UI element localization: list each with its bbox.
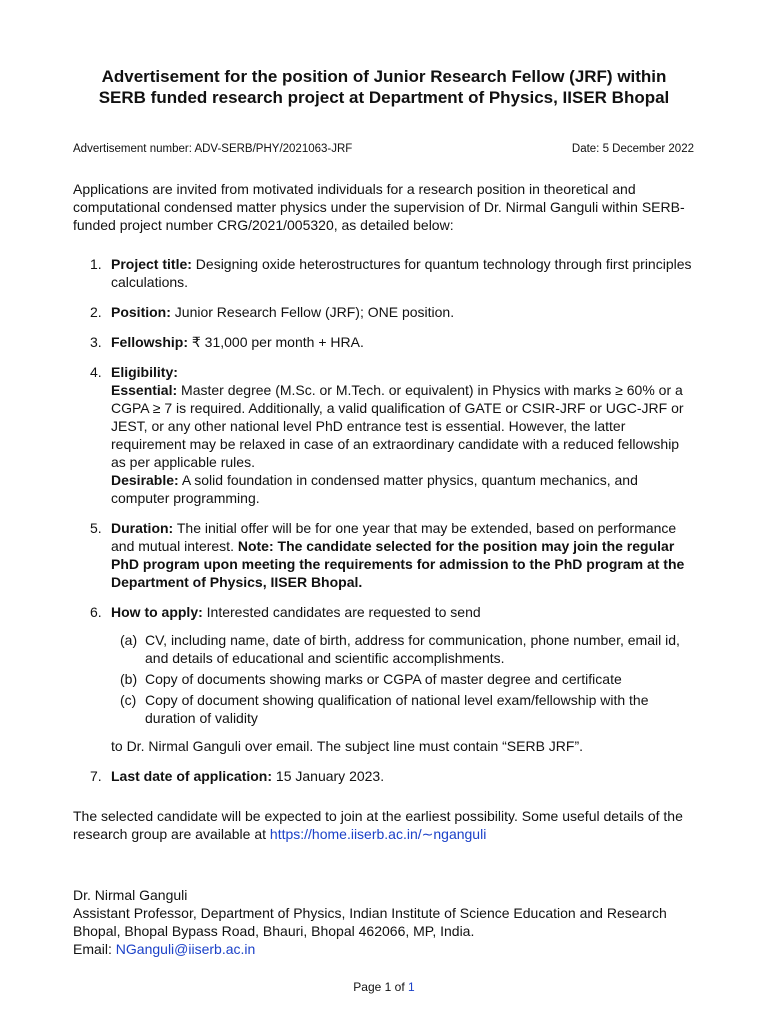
item-number: 7. [90, 768, 102, 784]
eligibility-desirable [111, 471, 695, 507]
list-item-fellowship [73, 333, 695, 351]
desirable-text: A solid foundation in condensed matter physics, quantum mechanics, and computer programming. [111, 472, 638, 506]
page-total-link[interactable]: 1 [408, 980, 415, 994]
signature-name: Dr. Nirmal Ganguli [73, 887, 188, 903]
item-number: 3. [90, 334, 102, 350]
list-item-last-date [73, 767, 695, 785]
item-label: How to apply: [111, 604, 203, 620]
item-label: Last date of application: [111, 768, 273, 784]
item-number: 4. [90, 364, 102, 380]
sub-item-label: (b) [120, 671, 138, 687]
advertisement-number: Advertisement number: ADV-SERB/PHY/2021063-JRF [73, 143, 353, 155]
item-text: 15 January 2023. [272, 768, 385, 784]
item-number: 5. [90, 520, 102, 536]
eligibility-essential [111, 381, 695, 471]
list-item-duration [73, 519, 695, 591]
sub-item-c [111, 691, 695, 727]
item-text: Junior Research Fellow (JRF); ONE position. [170, 304, 455, 320]
item-text: ₹ 31,000 per month + HRA. [188, 334, 364, 350]
sub-item-a [111, 631, 695, 667]
item-text: The initial offer will be for one year that may be extended, based on performance and mutual interest. [111, 520, 677, 554]
signature-block [73, 886, 695, 958]
page-title [60, 66, 708, 108]
duration-note: Note: The candidate selected for the position may join the regular PhD program upon meeting the requirements for admission to the PhD program at the Department of Physics, IISER Bhopal. [111, 538, 685, 590]
sub-item-text: Copy of documents showing marks or CGPA of master degree and certificate [145, 671, 622, 687]
title-line-2: SERB funded research project at Department of Physics, IISER Bhopal [98, 88, 670, 107]
item-label: Eligibility: [111, 364, 178, 380]
list-item-project-title [73, 255, 695, 291]
desirable-label: Desirable: [111, 472, 179, 488]
item-number: 6. [90, 604, 102, 620]
advertisement-meta [73, 142, 694, 157]
list-item-eligibility [73, 363, 695, 507]
sub-item-label: (c) [120, 692, 137, 708]
sub-item-label: (a) [120, 632, 138, 648]
essential-text: Master degree (M.Sc. or M.Tech. or equivalent) in Physics with marks ≥ 60% or a CGPA ≥ 7 is required. Additionally, a valid qualification of GATE or CSIR-JRF or UGC-JRF or JEST, or any other national level PhD entrance test is essential. However, the latter requirement may be relaxed in case of an extraordinary candidate with a reduced fellowship as per applicable rules. [111, 382, 684, 470]
title-line-1: Advertisement for the position of Junior Research Fellow (JRF) within [101, 67, 667, 86]
sub-item-text: Copy of document showing qualification of national level exam/fellowship with the duration of validity [145, 692, 649, 726]
list-item-how-to-apply [73, 603, 695, 755]
signature-email-line [73, 940, 695, 958]
item-number: 2. [90, 304, 102, 320]
closing-text: The selected candidate will be expected to join at the earliest possibility. Some useful details of the research group are available at [73, 808, 683, 842]
closing-paragraph [73, 807, 695, 843]
page-footer [0, 979, 768, 995]
page-number-label: Page 1 of [353, 980, 409, 994]
item-label: Project title: [111, 256, 192, 272]
how-to-apply-tail: to Dr. Nirmal Ganguli over email. The subject line must contain “SERB JRF”. [111, 738, 584, 754]
advertisement-date: Date: 5 December 2022 [571, 143, 694, 155]
signature-affiliation: Assistant Professor, Department of Physics, Indian Institute of Science Education and Research Bhopal, Bhopal Bypass Road, Bhauri, Bhopal 462066, MP, India. [73, 905, 667, 939]
item-label: Duration: [111, 520, 174, 536]
details-list [73, 255, 695, 797]
essential-label: Essential: [111, 382, 178, 398]
email-link[interactable]: NGanguli@iiserb.ac.in [115, 941, 256, 957]
sub-item-text: CV, including name, date of birth, address for communication, phone number, email id, and details of educational and scientific accomplishments. [145, 632, 680, 666]
item-text: Designing oxide heterostructures for quantum technology through first principles calculations. [111, 256, 692, 290]
group-website-link[interactable]: https://home.iiserb.ac.in/∼nganguli [269, 826, 487, 842]
item-label: Position: [111, 304, 171, 320]
item-text: Interested candidates are requested to send [202, 604, 481, 620]
item-label: Fellowship: [111, 334, 188, 350]
sub-item-b [111, 670, 695, 688]
intro-paragraph: Applications are invited from motivated individuals for a research position in theoretical and computational condensed matter physics under the supervision of Dr. Nirmal Ganguli within SERB-funded project number CRG/2021/005320, as detailed below: [73, 181, 685, 233]
item-number: 1. [90, 256, 102, 272]
email-label: Email: [73, 941, 116, 957]
list-item-position [73, 303, 695, 321]
